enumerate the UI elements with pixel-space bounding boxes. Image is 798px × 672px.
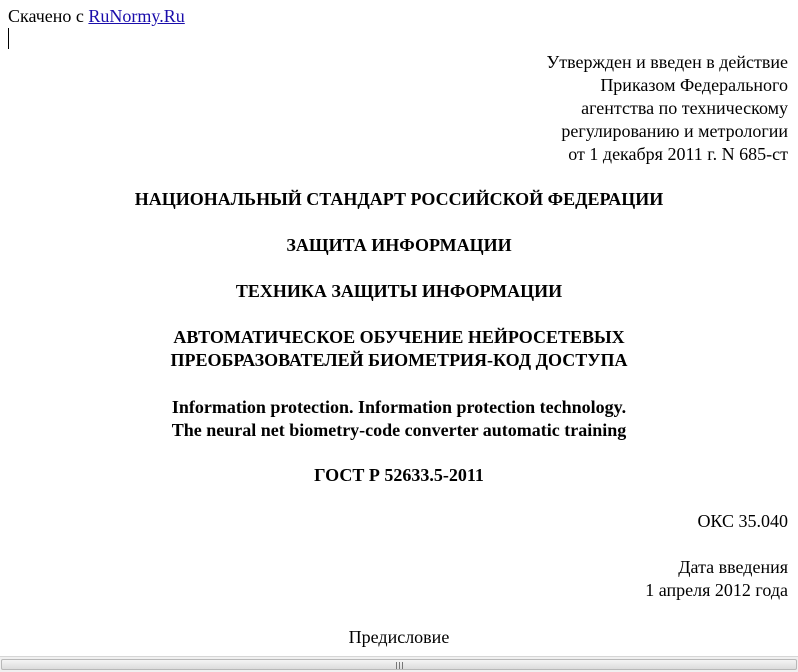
text-cursor — [8, 28, 9, 49]
intro-date-value: 1 апреля 2012 года — [645, 580, 788, 600]
approval-line: регулированию и метрологии — [561, 121, 788, 141]
national-standard-heading: НАЦИОНАЛЬНЫЙ СТАНДАРТ РОССИЙСКОЙ ФЕДЕРАЦИИ — [134, 189, 664, 209]
scrollbar-thumb[interactable] — [1, 659, 797, 670]
runormy-link[interactable]: RuNormy.Ru — [88, 6, 185, 26]
approval-line: Приказом Федерального — [600, 75, 788, 95]
horizontal-scrollbar[interactable] — [0, 656, 798, 672]
scroll-grip-icon — [395, 662, 407, 669]
approval-block — [546, 51, 788, 166]
intro-date-block — [645, 556, 788, 602]
english-title-line: The neural net biometry-code converter automatic training — [171, 420, 627, 440]
gost-number: ГОСТ Р 52633.5-2011 — [314, 465, 484, 485]
russian-title-line: АВТОМАТИЧЕСКОЕ ОБУЧЕНИЕ НЕЙРОСЕТЕВЫХ — [173, 327, 625, 347]
intro-date-label: Дата введения — [678, 557, 788, 577]
oks-code: ОКС 35.040 — [697, 511, 788, 531]
info-protection-heading: ЗАЩИТА ИНФОРМАЦИИ — [286, 235, 512, 255]
english-title — [0, 396, 798, 442]
russian-title-line: ПРЕОБРАЗОВАТЕЛЕЙ БИОМЕТРИЯ-КОД ДОСТУПА — [170, 350, 628, 370]
approval-line: от 1 декабря 2011 г. N 685-ст — [568, 144, 788, 164]
russian-title — [0, 326, 798, 372]
protection-technique-heading: ТЕХНИКА ЗАЩИТЫ ИНФОРМАЦИИ — [235, 281, 563, 301]
foreword-heading: Предисловие — [348, 627, 450, 647]
source-line — [8, 6, 185, 26]
approval-line: Утвержден и введен в действие — [546, 52, 788, 72]
english-title-line: Information protection. Information protection technology. — [171, 397, 627, 417]
approval-line: агентства по техническому — [581, 98, 788, 118]
source-prefix: Скачено с — [8, 6, 84, 26]
